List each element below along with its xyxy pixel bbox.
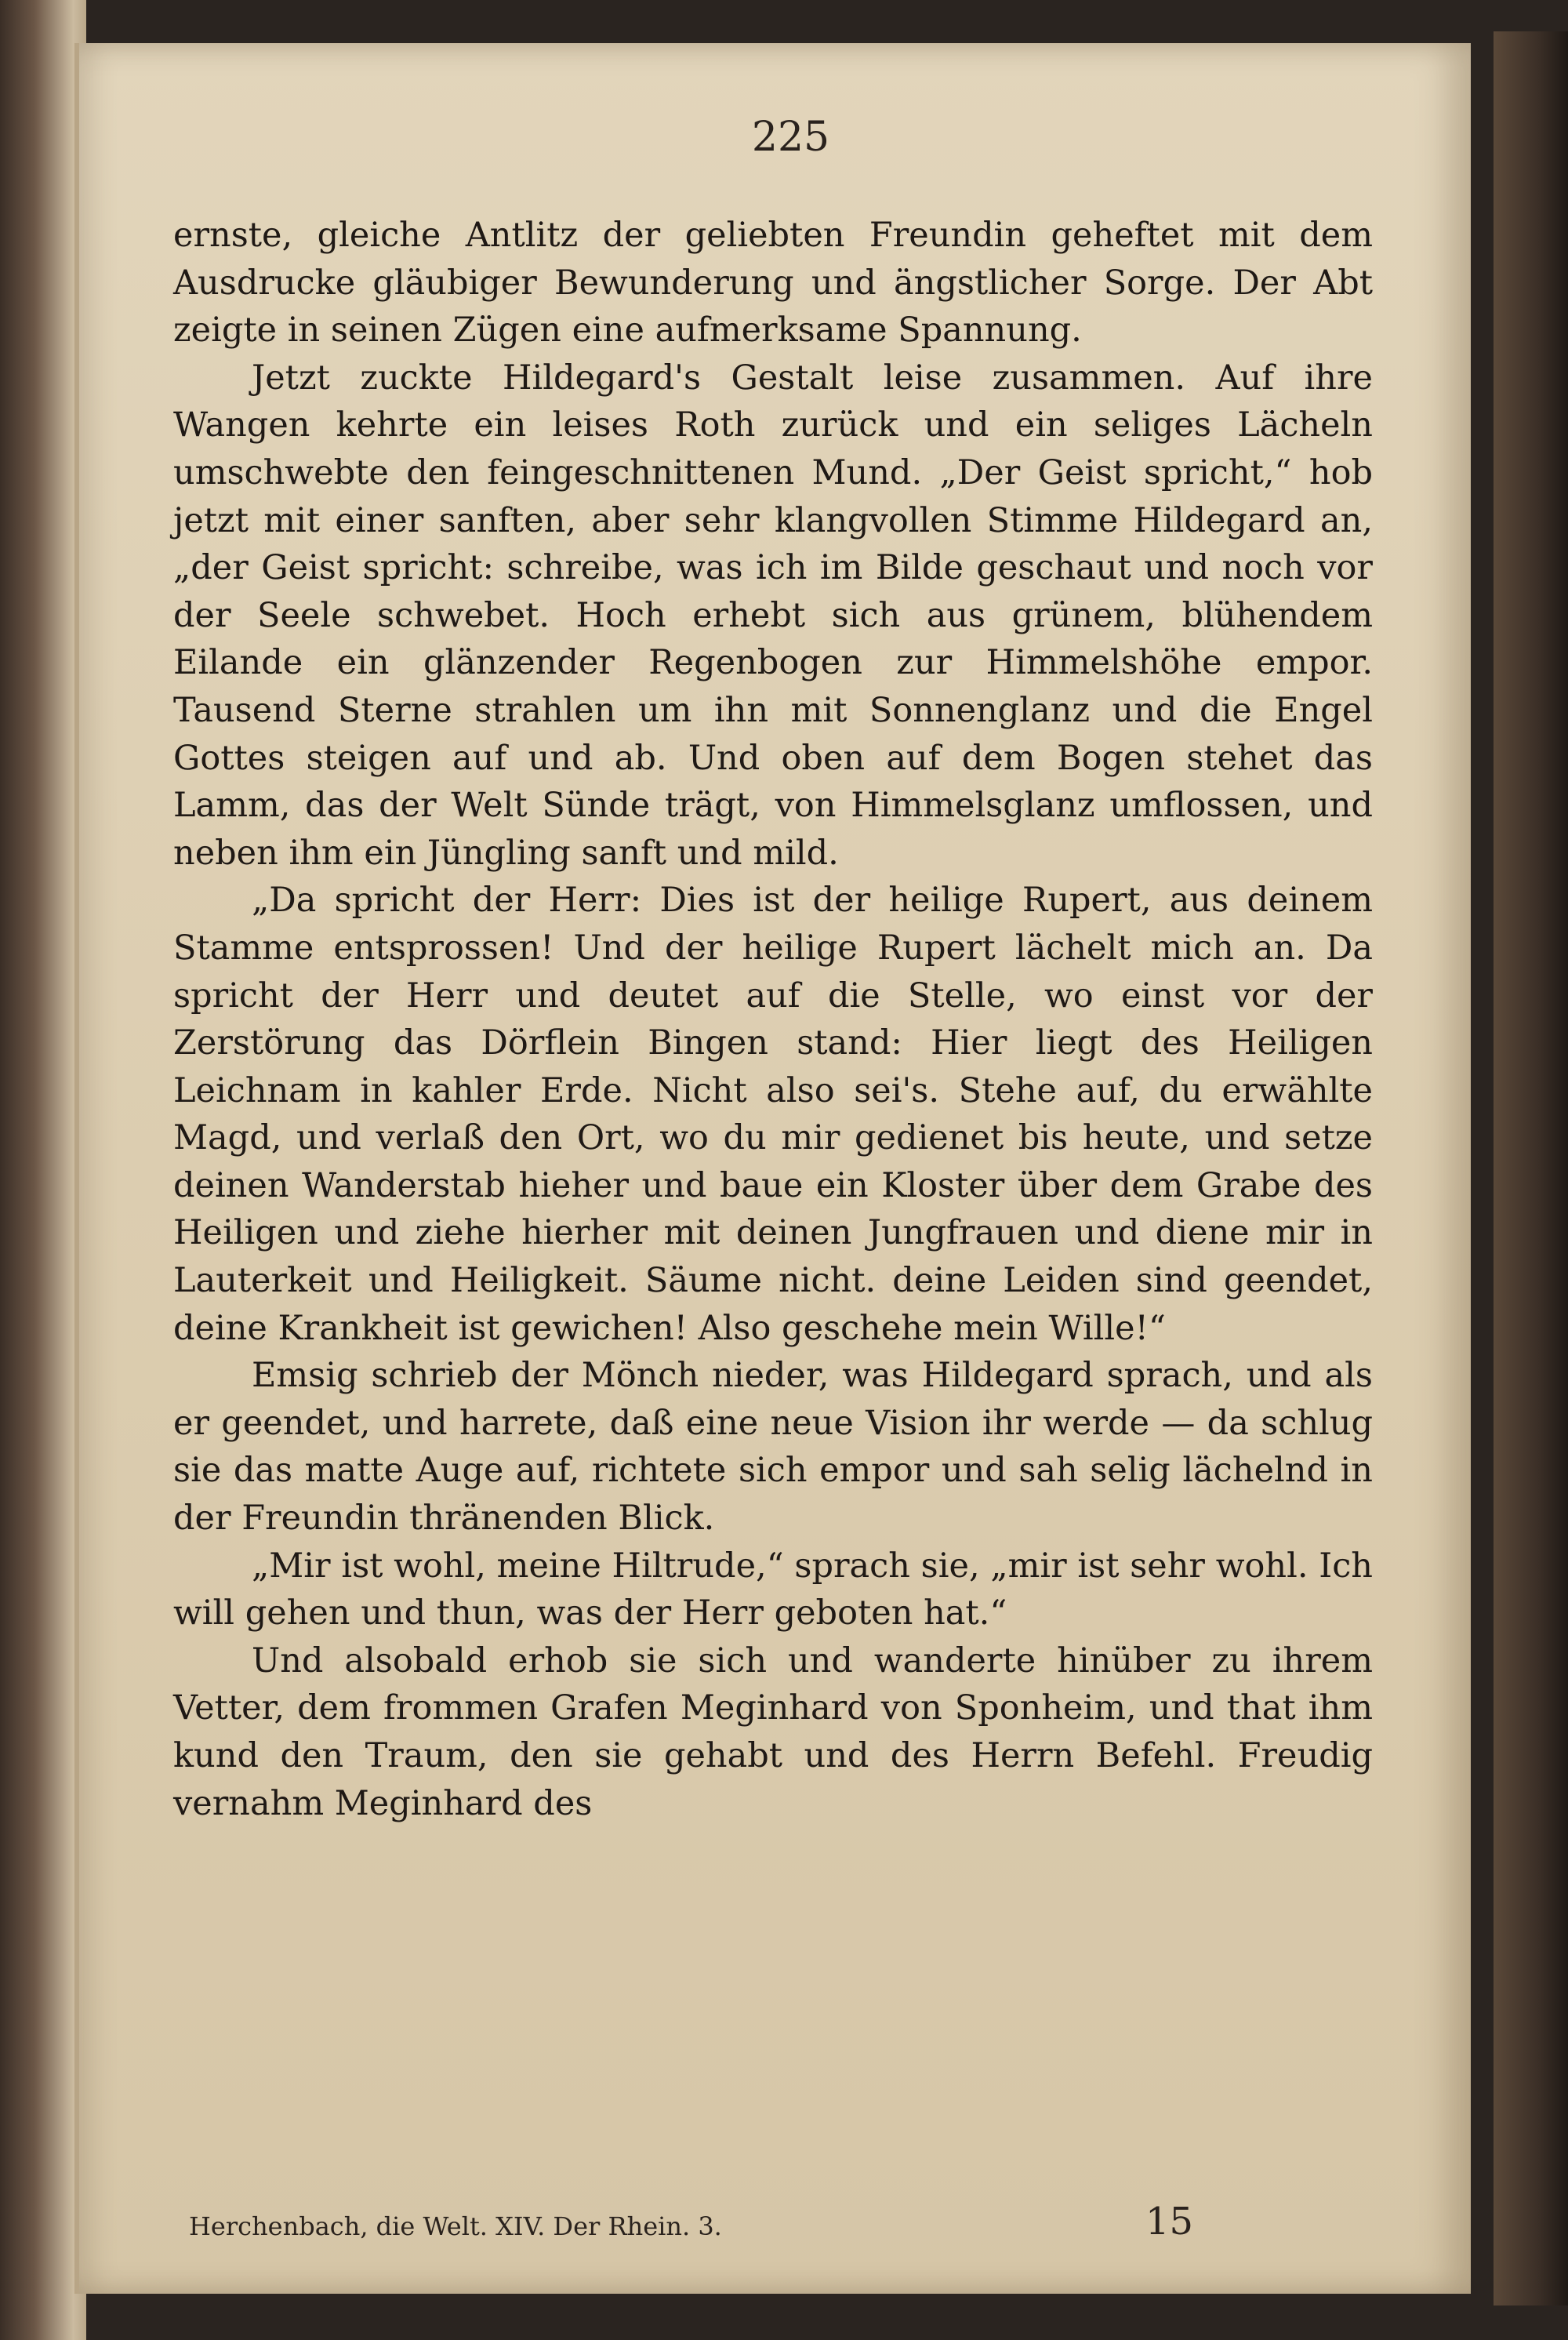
body-text	[173, 212, 1373, 1827]
page-number: 225	[751, 114, 830, 161]
paragraph: „Mir ist wohl, meine Hiltrude,“ sprach sie, „mir ist sehr wohl. Ich will gehen und thun, was der Herr geboten hat.“	[173, 1546, 1373, 1633]
paragraph: Und alsobald erhob sie sich und wanderte hinüber zu ihrem Vetter, dem frommen Grafen Meginhard von Sponheim, und that ihm kund den Traum, den sie gehabt und des Herrn Befehl. Freudig vernahm Meginhard des	[173, 1641, 1373, 1823]
signature-mark: 15	[1145, 2200, 1194, 2244]
page-footer	[173, 2196, 1373, 2243]
paragraph: „Da spricht der Herr: Dies ist der heilige Rupert, aus deinem Stamme entsprossen! Und der heilige Rupert lächelt mich an. Da spricht der Herr und deutet auf die Stelle, wo einst vor der Zerstörung das Dörflein Bingen stand: Hier liegt des Heiligen Leichnam in kahler Erde. Nicht also sei's. Stehe auf, du erwählte Magd, und verlaß den Ort, wo du mir gedienet bis heute, und setze deinen Wanderstab hieher und baue ein Kloster über dem Grabe des Heiligen und ziehe hierher mit deinen Jungfrauen und diene mir in Lauterkeit und Heiligkeit. Säume nicht. deine Leiden sind geendet, deine Krankheit ist gewichen! Also geschehe mein Wille!“	[173, 881, 1373, 1348]
book-page	[74, 43, 1471, 2294]
paragraph: ernste, gleiche Antlitz der geliebten Freundin geheftet mit dem Ausdrucke gläubiger Bewunderung und ängstlicher Sorge. Der Abt zeigte in seinen Zügen eine aufmerksame Spannung.	[173, 216, 1373, 351]
paragraph: Jetzt zuckte Hildegard's Gestalt leise zusammen. Auf ihre Wangen kehrte ein leises Roth zurück und ein seliges Lächeln umschwebte den feingeschnittenen Mund. „Der Geist spricht,“ hob jetzt mit einer sanften, aber sehr klangvollen Stimme Hildegard an, „der Geist spricht: schreibe, was ich im Bilde geschaut und noch vor der Seele schwebet. Hoch erhebt sich aus grünem, blühendem Eilande ein glänzender Regenbogen zur Himmelshöhe empor. Tausend Sterne strahlen um ihn mit Sonnenglanz und die Engel Gottes steigen auf und ab. Und oben auf dem Bogen stehet das Lamm, das der Welt Sünde trägt, von Himmelsglanz umflossen, und neben ihm ein Jüngling sanft und mild.	[173, 358, 1373, 873]
footer-imprint: Herchenbach, die Welt. XIV. Der Rhein. 3.	[189, 2211, 722, 2241]
book-spine	[0, 0, 86, 2340]
book-cover-edge	[1494, 31, 1568, 2305]
paragraph: Emsig schrieb der Mönch nieder, was Hildegard sprach, und als er geendet, und harrete, daß eine neue Vision ihr werde — da schlug sie das matte Auge auf, richtete sich empor und sah selig lächelnd in der Freundin thränenden Blick.	[173, 1356, 1373, 1539]
